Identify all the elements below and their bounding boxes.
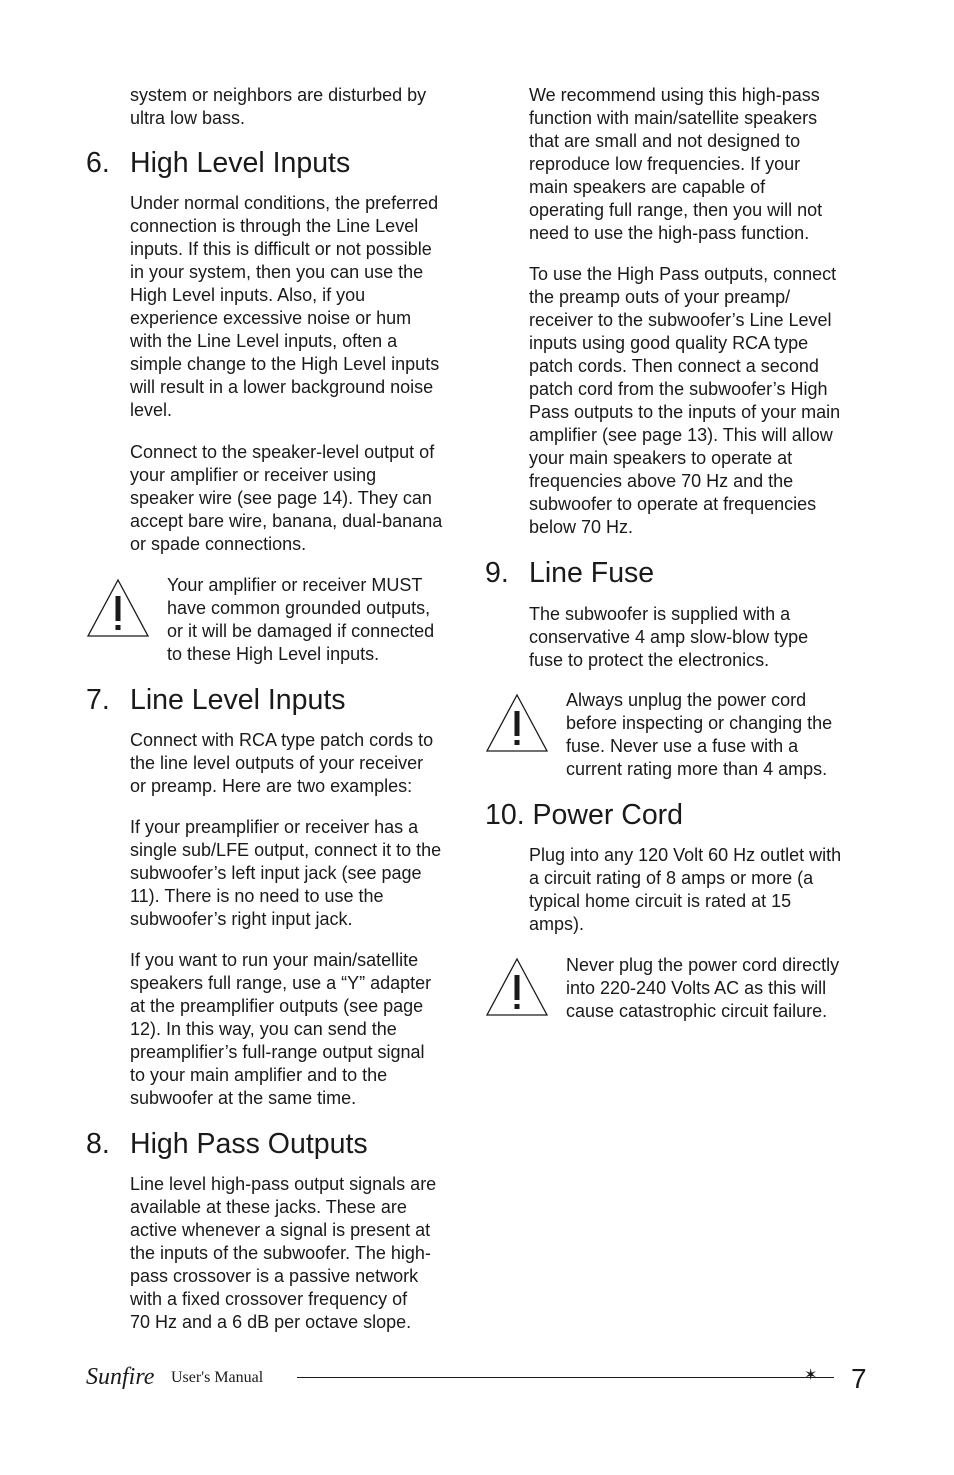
section-10-paragraph-1: Plug into any 120 Volt 60 Hz outlet with a circuit rating of 8 amps or more (a typical home circuit is rated at 15 amps).: [529, 845, 842, 934]
footer-star-icon: ✶: [804, 1367, 818, 1384]
high-pass-paragraph-1: We recommend using this high-pass function with main/satellite speakers that are small and not designed to reproduce low frequencies. If your main speakers are capable of operating full range, then you will not need to use the high-pass function.: [529, 85, 823, 243]
section-7-heading: [86, 683, 346, 717]
section-7-paragraph-3: If you want to run your main/satellite speakers full range, use a “Y” adapter at the preamplifier outputs (see page 12). In this way, you can send the preamplifier’s full-range output signal to your main amplifier and to the subwoofer at the same time.: [130, 950, 432, 1108]
section-6-paragraph-2: Connect to the speaker-level output of your amplifier or receiver using speaker wire (see page 14). They can accept bare wire, banana, dual-banana or spade connections.: [130, 442, 443, 554]
warning-triangle-icon: [86, 578, 150, 638]
section-6-title: High Level Inputs: [130, 147, 351, 179]
section-9-warning: Always unplug the power cord before inspecting or changing the fuse. Never use a fuse with a current rating more than 4 amps.: [566, 690, 833, 779]
section-10-warning: Never plug the power cord directly into 220-240 Volts AC as this will cause catastrophic circuit failure.: [566, 955, 840, 1021]
section-9-number: 9.: [485, 557, 509, 589]
section-6-number: 6.: [86, 147, 110, 179]
section-6-heading: [86, 146, 350, 180]
footer-manual-label: User's Manual: [171, 1369, 264, 1386]
section-6-warning: Your amplifier or receiver MUST have common grounded outputs, or it will be damaged if connected to these High Level inputs.: [167, 575, 435, 664]
section-9-title: Line Fuse: [529, 557, 655, 589]
footer-brand-logo: Sunfire: [86, 1364, 155, 1390]
section-7-paragraph-1: Connect with RCA type patch cords to the line level outputs of your receiver or preamp. Here are two examples:: [130, 730, 434, 796]
section-7-paragraph-2: If your preamplifier or receiver has a single sub/LFE output, connect it to the subwoofer’s left input jack (see page 11). There is no need to use the subwoofer’s right input jack.: [130, 817, 442, 929]
intro-paragraph: system or neighbors are disturbed by ultra low bass.: [130, 85, 427, 128]
section-7-number: 7.: [86, 684, 110, 716]
section-6-paragraph-1: Under normal conditions, the preferred connection is through the Line Level inputs. If this is difficult or not possible in your system, then you can use the High Level inputs. Also, if you experience excessive noise or hum with the Line Level inputs, often a simple change to the High Level inputs will result in a lower background noise level.: [130, 193, 440, 420]
section-7-title: Line Level Inputs: [130, 684, 346, 716]
section-9-paragraph-1: The subwoofer is supplied with a conservative 4 amp slow-blow type fuse to protect the electronics.: [529, 604, 809, 670]
section-9-heading: [485, 556, 654, 590]
section-8-number: 8.: [86, 1128, 110, 1160]
section-8-paragraph-1: Line level high-pass output signals are available at these jacks. These are active whenever a signal is present at the inputs of the subwoofer. The high- pass crossover is a passive network with a fixed crossover frequency of 70 Hz and a 6 dB per octave slope.: [130, 1174, 437, 1332]
section-8-title: High Pass Outputs: [130, 1128, 368, 1160]
high-pass-paragraph-2: To use the High Pass outputs, connect the preamp outs of your preamp/ receiver to the subwoofer’s Line Level inputs using good quality RCA type patch cords. Then connect a second patch cord from the subwoofer’s High Pass outputs to the inputs of your main amplifier (see page 13). This will allow your main speakers to operate at frequencies above 70 Hz and the subwoofer to operate at frequencies below 70 Hz.: [529, 264, 841, 537]
footer-rule: [297, 1377, 834, 1378]
warning-triangle-icon: [485, 693, 549, 753]
page-number: 7: [851, 1363, 867, 1394]
section-8-heading: [86, 1127, 368, 1161]
section-10-heading: 10. Power Cord: [485, 799, 684, 831]
warning-triangle-icon: [485, 957, 549, 1017]
